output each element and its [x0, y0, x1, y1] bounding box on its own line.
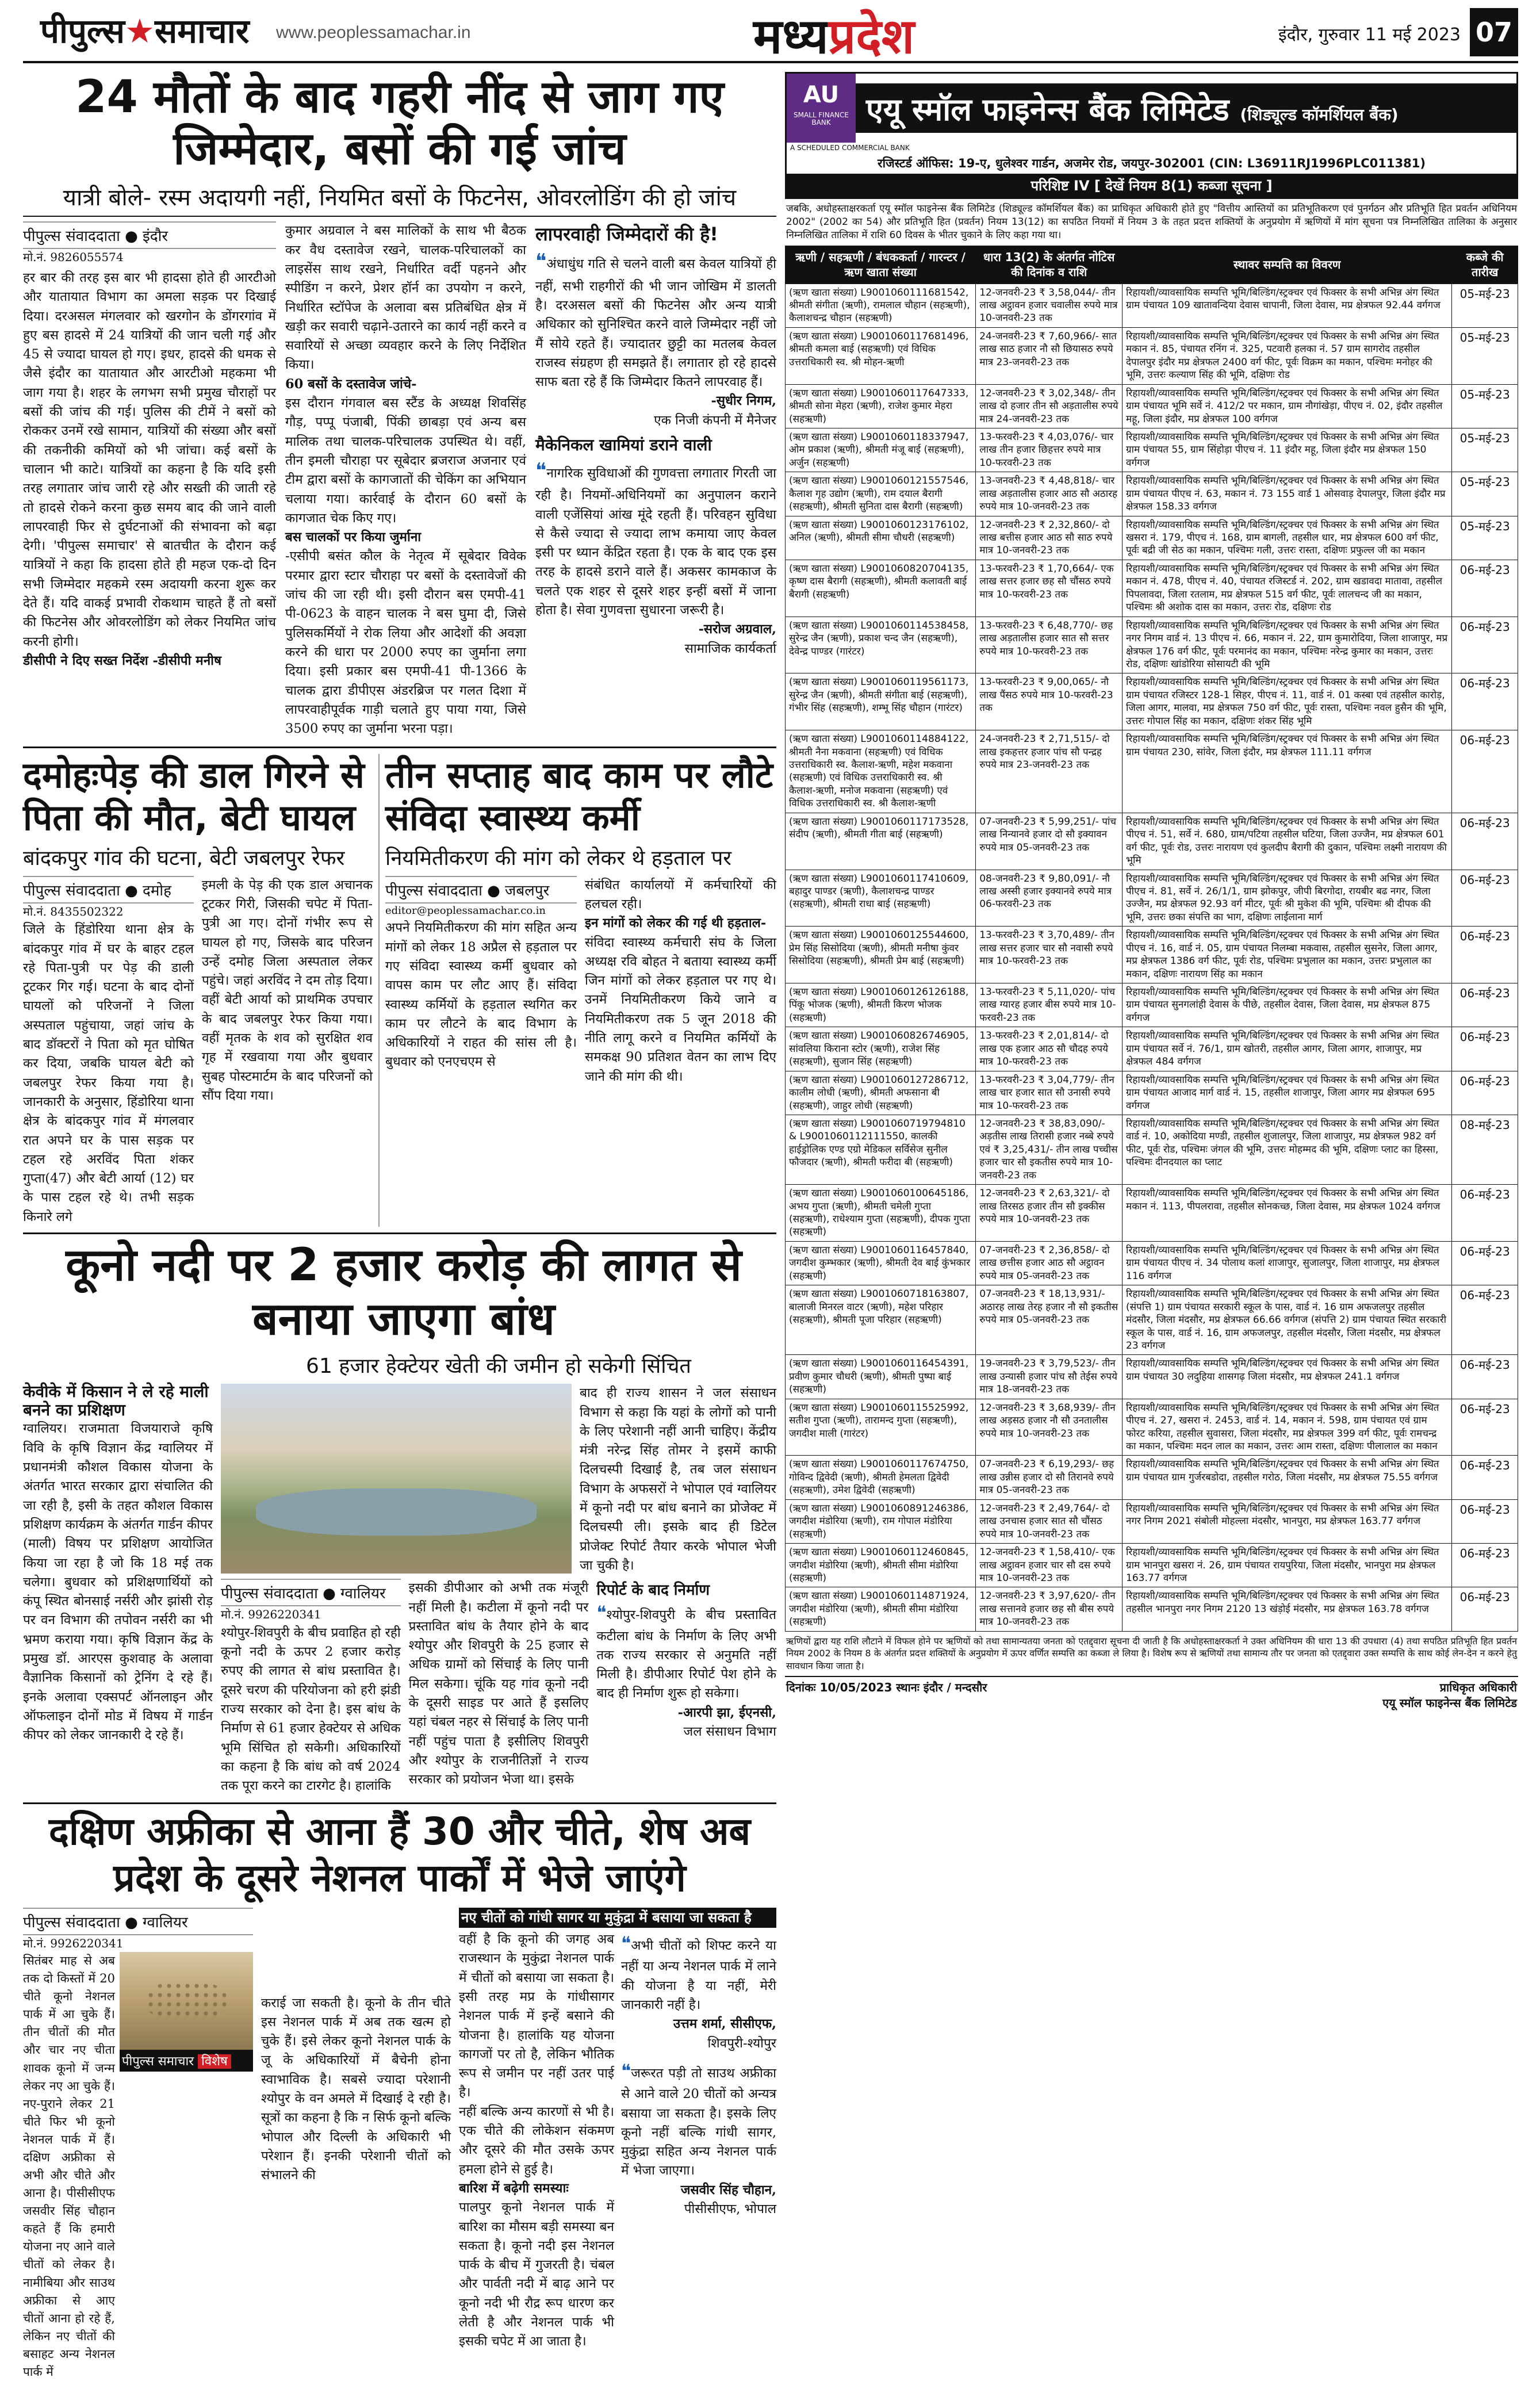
borrower-cell: (ऋण खाता संख्या) L9001060100645186, अभय गुप्ता (ऋणी), श्रीमती चमेली गुप्ता (सहऋणी), राधेश्याम गुप्ता (सहऋणी), दीपक गुप्ता (सहऋणी) [786, 1185, 976, 1242]
notice-amount-cell: 07-जनवरी-23 ₹ 5,99,251/- पांच लाख निन्यानवे हजार दो सौ इक्यावन रुपये मात्र 05-जनवरी-23 तक [976, 813, 1123, 870]
property-cell: रिहायशी/व्यावसायिक सम्पत्ति भूमि/बिल्डिंग/स्ट्रक्चर एवं फिक्सर के सभी अभिन्न अंग स्थित नगर निगम 2021 संबोली मोहल्ला मंदसौर, भानपुरा, मप्र क्षेत्रफल 163.77 वर्गगज [1123, 1499, 1452, 1543]
notice-table [785, 246, 1518, 1632]
quote-role: सामाजिक कार्यकर्ता [684, 641, 776, 656]
story-dam [23, 1232, 776, 1796]
borrower-cell: (ऋण खाता संख्या) L9001060119561173, सुरेन्द्र जैन (ऋणी), श्रीमती संगीता बाई (सहऋणी), गंभीर सिंह (सहऋणी), शम्भू सिंह चौहान (गारंटर) [786, 673, 976, 730]
notice-amount-cell: 08-जनवरी-23 ₹ 9,80,091/- नौ लाख अस्सी हजार इक्यानवे रुपये मात्र 06-फरवरी-23 तक [976, 870, 1123, 927]
notice-amount-cell: 12-जनवरी-23 ₹ 3,02,348/- तीन लाख दो हजार तीन सौ अड़तालीस रुपये मात्र 24-जनवरी-23 तक [976, 384, 1123, 428]
site-url[interactable]: www.peoplessamachar.in [276, 23, 471, 42]
quote-body: ❝अभी चीतों को शिफ्ट करने या नहीं या अन्य नेशनल पार्क में लाने की योजना है या नहीं, मेरी जानकारी नहीं है। [621, 1932, 776, 2013]
table-row [786, 1355, 1518, 1399]
story-body: जिले के हिंडोरिया थाना क्षेत्र के बांदकपुर गांव में घर के बाहर टहल रहे पिता-पुत्री पर पेड़ की डाली टूटकर गिर गई। घटना के बाद दोनों घायलों को परिजनों ने जिला अस्पताल पहुंचाया, जहां जांच के बाद डॉक्टरों ने पिता को मृत घोषित कर दिया, जबकि घायल बेटी को जबलपुर रेफर किया गया है। जानकारी के अनुसार, हिंडोरिया थाना क्षेत्र के बांदकपुर गांव में मंगलवार रात अपने घर के पास सड़क पर टहल रहे अरविंद पिता शंकर गुप्ता(47) और बेटी आर्या (12) घर के पास टहल रहे थे। तभी सड़क किनारे लगे [23, 922, 194, 1224]
possession-date-cell: 05-मई-23 [1452, 384, 1518, 428]
property-cell: रिहायशी/व्यावसायिक सम्पत्ति भूमि/बिल्डिंग/स्ट्रक्चर एवं फिक्सर के सभी अभिन्न अंग स्थित मकान नं. 478, पीएच नं. 40, पंचायत रजिस्टर्ड नं. 202, ग्राम खडावदा मातावा, तहसील पिपलावदा, जिला रतलाम, मप्र क्षेत्रफल 515 वर्ग फीट, पूर्वः लालचन्द जी का मकान, पश्चिमः श्री अशोक दास का मकान, उत्तरः रोड, दक्षिणः रोड [1123, 560, 1452, 617]
byline-mobile: मो.नं. 9926220341 [221, 1607, 321, 1622]
story-body: इमली के पेड़ की एक डाल अचानक टूटकर गिरी, जिसकी चपेट में पिता-पुत्री आ गए। दोनों गंभीर रूप से घायल हो गए, जिसके बाद परिजन उन्हें दमोह जिला अस्पताल लेकर पहुंचे। जहां अरविंद ने दम तोड़ दिया। वहीं बेटी आर्या को प्राथमिक उपचार के बाद जबलपुर रेफर किया गया। वहीं मृतक के शव को सुरक्षित शव गृह में रखवाया गया और बुधवार सुबह पोस्टमार्टम के बाद परिजनों को सौंप दिया गया। [202, 877, 373, 1103]
quote-icon: ❝ [621, 2060, 631, 2082]
story-body: इसकी डीपीआर को अभी तक मंजूरी नहीं मिली है। कटीला में कूनो नदी पर प्रस्तावित बांध के तैयार होने के बाद श्योपुर और शिवपुरी के 25 हजार से अधिक ग्रामों को सिंचाई के लिए पानी मिल सकेगा। चूंकि यह गांव कूनो नदी के दूसरी साइड पर आते हैं इसलिए यहां चंबल नहर से सिंचाई के लिए पानी नहीं पहुंच पाता है इसीलिए शिवपुरी और श्योपुर के राजनीतिज्ञों ने राज्य सरकार को प्रयोजन भेजा था। इसके [408, 1580, 589, 1787]
notice-footer: ऋणियों द्वारा यह राशि लौटाने में विफल होने पर ऋणियों को तथा सामान्यतया जनता को एतद्द्वारा सूचना दी जाती है कि अधोहस्ताक्षरकर्ता ने उक्त अधिनियम की धारा 13 की उपधारा (4) तथा सपठित प्रतिभूति हित प्रवर्तन नियम 2002 के नियम 8 के अंतर्गत प्रदत्त शक्तियों के अनुप्रयोग में ऊपर वर्णित सम्पत्ति का कब्जा ले लिया है। विशेष रूप से ऋणियों तथा सामान्य तौर पर जनता को एतद्द्वारा उक्त सम्पत्ति के साथ कोई लेन-देन न करने हेतु सावधान किया जाता है। [785, 1632, 1518, 1677]
borrower-cell: (ऋण खाता संख्या) L9001060116457840, जगदीश कुम्भकार (ऋणी), श्रीमती देव बाई कुंभकार (सहऋणी) [786, 1241, 976, 1285]
quote-body: ❝नागरिक सुविधाओं की गुणवत्ता लगातार गिरती जा रही है। नियमों-अधिनियमों का अनुपालन कराने वाली एजेंसियां आंख मूंदे रहती हैं। परिवहन सुविधा से कैसे ज्यादा से ज्यादा लाभ कमाया जाए केवल इसी पर ध्यान केंद्रित रहता है। एक के बाद एक इस तरह के हादसे डराने वाले हैं। अकसर कामकाज के चलते एक शहर से दूसरे शहर इन्हीं बसों में जाना होता है। सेवा गुणवत्ता सुधारना जरूरी है। [535, 459, 776, 618]
notice-amount-cell: 12-जनवरी-23 ₹ 2,49,764/- दो लाख उनचास हजार सात सौ चौंसठ रुपये मात्र 10-जनवरी-23 तक [976, 1499, 1123, 1543]
notice-amount-cell: 19-जनवरी-23 ₹ 3,79,523/- तीन लाख उन्यासी हजार पांच सौ तेईस रुपये मात्र 18-जनवरी-23 तक [976, 1355, 1123, 1399]
photo-water-shape [256, 1488, 537, 1536]
borrower-cell: (ऋण खाता संख्या) L9001060114884122, श्रीमती नैना मकवाना (सहऋणी) एवं विधिक उत्तराधिकारी स्व. कैलाश-ऋणी, महेश मकवाना (सहऋणी) एवं विधिक उत्तराधिकारी स्व. श्री कैलाश-ऋणी, मनोज मकवाना (सहऋणी) एवं विधिक उत्तराधिकारी स्व. श्री कैलाश-ऋणी [786, 730, 976, 813]
possession-date-cell: 06-मई-23 [1452, 1241, 1518, 1285]
notice-amount-cell: 12-जनवरी-23 ₹ 2,63,321/- दो लाख तिरसठ हजार तीन सौ इक्कीस रुपये मात्र 10-जनवरी-23 तक [976, 1185, 1123, 1242]
property-cell: रिहायशी/व्यावसायिक सम्पत्ति भूमि/बिल्डिंग/स्ट्रक्चर एवं फिक्सर के सभी अभिन्न अंग स्थित ग्राम पंचायत आजाद मार्ग वार्ड नं. 15, तहसील शाजापुर, जिला आगर मप्र क्षेत्रफल 695 वर्गगज [1123, 1071, 1452, 1115]
borrower-cell: (ऋण खाता संख्या) L9001060116454391, प्रवीण कुमार चौधरी (ऋणी), श्रीमती पुष्पा बाई (सहऋणी) [786, 1355, 976, 1399]
borrower-cell: (ऋण खाता संख्या) L9001060117410609, बहादुर पाण्डर (ऋणी), कैलाशचन्द्र पाण्डर (सहऋणी), श्रीमती राधा बाई (सहऋणी) [786, 870, 976, 927]
notice-amount-cell: 12-जनवरी-23 ₹ 3,97,620/- तीन लाख सत्तानवे हजार छह सौ बीस रुपये मात्र 10-जनवरी-23 तक [976, 1587, 1123, 1631]
story-subheading: रिपोर्ट के बाद निर्माण [596, 1582, 710, 1599]
notice-amount-cell: 13-फरवरी-23 ₹ 3,70,489/- तीन लाख सत्तर हजार चार सौ नवासी रुपये मात्र 10-फरवरी-23 तक [976, 927, 1123, 983]
property-cell: रिहायशी/व्यावसायिक सम्पत्ति भूमि/बिल्डिंग/स्ट्रक्चर एवं फिक्सर के सभी अभिन्न अंग स्थित खसरा नं. 179, पीएच नं. 168, ग्राम बागली, तहसील धार, मप्र क्षेत्रफल 600 वर्ग फीट, पूर्वः बद्री जी सेठ का मकान, पश्चिमः गली, उत्तरः रास्ता, दक्षिणः प्रफुल्ल जी का मकान [1123, 516, 1452, 560]
borrower-cell: (ऋण खाता संख्या) L9001060117173528, संदीप (ऋणी), श्रीमती गीता बाई (सहऋणी) [786, 813, 976, 870]
notice-amount-cell: 12-जनवरी-23 ₹ 38,83,090/- अड़तीस लाख तिरासी हजार नब्बे रुपये एवं ₹ 3,25,431/- तीन लाख पच्चीस हजार चार सौ इकतीस रुपये मात्र 10-जनवरी-23 तक [976, 1115, 1123, 1184]
table-row [786, 1456, 1518, 1499]
table-row [786, 1399, 1518, 1456]
borrower-cell: (ऋण खाता संख्या) L9001060111681542, श्रीमती संगीता (ऋणी), रामलाल चौहान (सहऋणी), कैलाशचन्द्र चौहान (सहऋणी) [786, 284, 976, 327]
story-body: इस दौरान गंगवाल बस स्टैंड के अध्यक्ष शिवसिंह गौड़, पप्पू पंजाबी, पिंकी छाबड़ा एवं अन्य बस मालिक तथा चालक-परिचालक उपस्थित थे। वहीं, तीन इमली चौराहा पर सूबेदार ब्रजराज अजनार एवं टीम द्वारा बसों के कागजातों की चेकिंग का अभियान चलाया गया। कार्रवाई के दौरान 60 बसों के कागजात चेक किए गए। [285, 396, 526, 526]
possession-date-cell: 05-मई-23 [1452, 327, 1518, 384]
story-subheading: बारिश में बढ़ेगी समस्याः [459, 2180, 569, 2196]
quote-author: -सुधीर निगम, [711, 393, 776, 409]
story-body: बाद ही राज्य शासन ने जल संसाधन विभाग से कहा कि यहां के लोगों को पानी के लिए परेशानी नहीं आनी चाहिए। केंद्रीय मंत्री नरेन्द्र सिंह तोमर ने इसमें काफी दिलचस्पी दिखाई है, तब जल संसाधन विभाग के अफसरों ने भोपाल एवं ग्वालियर में कूनो नदी पर बांध बनाने का प्रोजेक्ट में दिलचस्पी ली। इसके बाद ही डिटेल प्रोजेक्ट रिपोर्ट तैयार करके भोपाल भेजी जा चुकी है। [580, 1385, 776, 1573]
byline: पीपुल्स संवाददाता ● ग्वालियर [221, 1579, 401, 1606]
possession-date-cell: 06-मई-23 [1452, 1071, 1518, 1115]
possession-date-cell: 06-मई-23 [1452, 983, 1518, 1027]
notice-amount-cell: 13-फरवरी-23 ₹ 2,01,814/- दो लाख एक हजार आठ सौ चौदह रुपये मात्र 10-फरवरी-23 तक [976, 1027, 1123, 1071]
possession-date-cell: 06-मई-23 [1452, 1587, 1518, 1631]
table-row [786, 983, 1518, 1027]
property-cell: रिहायशी/व्यावसायिक सम्पत्ति भूमि/बिल्डिंग/स्ट्रक्चर एवं फिक्सर के सभी अभिन्न अंग स्थित पीएच नं. 51, सर्वे नं. 680, ग्राम/पटिया तहसील घटिया, जिला उज्जैन, मप्र क्षेत्रफल 601 वर्ग फीट, पूर्वः रोड, उत्तरः नारायण एवं कुलदीप बैरागी की दुकान, पश्चिमः लक्ष्मी नारायण की भूमि [1123, 813, 1452, 870]
story-body: कराई जा सकती है। कूनो के तीन चीते इस नेशनल पार्क में अब तक खत्म हो चुके हैं। इसे लेकर कूनो नेशनल पार्क के जू के अधिकारियों में बैचेनी होना स्वाभाविक है। सबसे ज्यादा परेशानी श्योपुर के वन अमले में दिखाई दे रही है। सूत्रों का कहना है कि न सिर्फ कूनो बल्कि भोपाल और दिल्ली के अधिकारी भी परेशान हैं। इनकी परेशानी चीतों को संभालने की [261, 1995, 451, 2183]
notice-amount-cell: 13-फरवरी-23 ₹ 3,04,779/- तीन लाख चार हजार सात सौ उनासी रुपये मात्र 10-फरवरी-23 तक [976, 1071, 1123, 1115]
table-row [786, 560, 1518, 617]
notice-amount-cell: 24-जनवरी-23 ₹ 2,71,515/- दो लाख इकहत्तर हजार पांच सौ पन्द्रह रुपये मात्र 23-जनवरी-23 तक [976, 730, 1123, 813]
possession-date-cell: 05-मई-23 [1452, 516, 1518, 560]
story-subhead: यात्री बोले- रस्म अदायगी नहीं, नियमित बसों के फिटनेस, ओवरलोडिंग की हो जांच [23, 181, 776, 217]
property-cell: रिहायशी/व्यावसायिक सम्पत्ति भूमि/बिल्डिंग/स्ट्रक्चर एवं फिक्सर के सभी अभिन्न अंग स्थित ग्राम पंचायत 109 खातावन्दिया देवास चापानी, जिला देवास, मप्र क्षेत्रफल 92.44 वर्गगज [1123, 284, 1452, 327]
quote-author: -आरपी झा, ईएनसी, [677, 1705, 776, 1720]
property-cell: रिहायशी/व्यावसायिक सम्पत्ति भूमि/बिल्डिंग/स्ट्रक्चर एवं फिक्सर के सभी अभिन्न अंग स्थित ग्राम पंचायत रजिस्टर 128-1 सिहर, पीएच नं. 11, वार्ड नं. 01 कस्बा एवं तहसील कारोड़, जिला आगर, मालवा, मप्र क्षेत्रफल 750 वर्ग फीट, पूर्वः रास्ता, पश्चिमः नवल हुसैन की भूमि, उत्तरः गोपाल सिंह का मकान, दक्षिणः शंकर सिंह भूमि [1123, 673, 1452, 730]
quote-author: उत्तम शर्मा, सीसीएफ, [673, 2016, 776, 2032]
property-cell: रिहायशी/व्यावसायिक सम्पत्ति भूमि/बिल्डिंग/स्ट्रक्चर एवं फिक्सर के सभी अभिन्न अंग स्थित पीएच नं. 16, वार्ड नं. 05, ग्राम पंचायत निलम्बा मकवास, तहसील सुसनेर, जिला आगर, मप्र क्षेत्रफल 1386 वर्ग फीट, पूर्वः रोड, पश्चिमः प्रभुलाल का मकान, उत्तरः प्रभुलाल का मकान, दक्षिणः नारायण सिंह का मकान [1123, 927, 1452, 983]
borrower-cell: (ऋण खाता संख्या) L9001060891246386, जगदीश मंडोरिया (ऋणी), राम गोपाल मंडोरिया (सहऋणी) [786, 1499, 976, 1543]
story-bus [23, 72, 776, 738]
newspaper-logo[interactable]: पीपुल्स★समाचार [40, 12, 250, 51]
table-row [786, 1115, 1518, 1184]
story-body: अपने नियमितीकरण की मांग सहित अन्य मांगों को लेकर 18 अप्रैल से हड़ताल पर गए संविदा स्वास्थ्य कर्मी बुधवार को वापस काम पर लौट आए हैं। संविदा स्वास्थ्य कर्मियों के हड़ताल स्थगित कर काम पर लौटने के बाद विभाग के अधिकारियों ने राहत की सांस ली है। बुधवार को एनएचएम से [385, 920, 577, 1070]
column-header: स्थावर सम्पत्ति का विवरण [1123, 246, 1452, 284]
quote-body: ❝अंधाधुंध गति से चलने वाली बस केवल यात्रियों ही नहीं, सभी राहगीरों की भी जान जोखिम में डालती है। दरअसल बसों की फिटनेस और अन्य यात्री अधिकार को सुनिश्चित करने वाले जिम्मेदार नहीं जो मैं सोये रहते हैं। ज्यादातर छुट्टी का मतलब केवल राजस्व संग्रहण ही समझते हैं। लगातार हो रहे हादसे साफ बता रहे हैं कि जिम्मेदार कितने लापरवाह हैं। [535, 250, 776, 390]
byline: पीपुल्स संवाददाता ● ग्वालियर [23, 1908, 253, 1935]
table-row [786, 870, 1518, 927]
possession-date-cell: 08-मई-23 [1452, 1115, 1518, 1184]
notice-amount-cell: 13-फरवरी-23 ₹ 9,00,065/- नौ लाख पैंसठ रुपये मात्र 10-फरवरी-23 तक [976, 673, 1123, 730]
bank-notice [785, 72, 1518, 2349]
story-damoh [23, 754, 380, 1227]
property-cell: रिहायशी/व्यावसायिक सम्पत्ति भूमि/बिल्डिंग/स्ट्रक्चर एवं फिक्सर के सभी अभिन्न अंग स्थित ग्राम भानपुरा खसरा नं. 26, ग्राम पंचायत रायपुरिया, जिला मंदसौर, भानपुरा मप्र क्षेत्रफल 163.77 वर्गगज [1123, 1544, 1452, 1587]
property-cell: रिहायशी/व्यावसायिक सम्पत्ति भूमि/बिल्डिंग/स्ट्रक्चर एवं फिक्सर के सभी अभिन्न अंग स्थित ग्राम पंचायत सर्वे नं. 76/1, ग्राम खोतरी, तहसील आगर, जिला आगर, शाजापुर, मप्र क्षेत्रफल 484 वर्गगज [1123, 1027, 1452, 1071]
borrower-cell: (ऋण खाता संख्या) L9001060115525992, सतीश गुप्ता (ऋणी), तारामन्द गुप्ता (सहऋणी), जगदीश माली (गारंटर) [786, 1399, 976, 1456]
story-cheetah [23, 1802, 776, 2381]
byline: पीपुल्स संवाददाता ● इंदौर [23, 221, 276, 249]
notice-amount-cell: 24-जनवरी-23 ₹ 7,60,966/- सात लाख साठ हजार नौ सौ छियासठ रुपये मात्र 23-जनवरी-23 तक [976, 327, 1123, 384]
table-row [786, 1285, 1518, 1355]
property-cell: रिहायशी/व्यावसायिक सम्पत्ति भूमि/बिल्डिंग/स्ट्रक्चर एवं फिक्सर के सभी अभिन्न अंग स्थित ग्राम पंचायत 230, सांवेर, जिला इंदौर, मप्र क्षेत्रफल 111.11 वर्गगज [1123, 730, 1452, 813]
story-body: -एसीपी बसंत कौल के नेतृत्व में सूबेदार विवेक परमार द्वारा स्टार चौराहा पर बसों के दस्तावेजों की जांच की जा रही थी। इसी दौरान बस एमपी-41 पी-0623 के वाहन चालक ने बस घुमा दी, जिसे पुलिसकर्मियों ने रोक लिया और आदेशों की अवज्ञा करने की धारा पर 2000 रुपए का जुर्माना लगा दिया। इसी प्रकार बस एमपी-41 पी-1366 के चालक द्वारा डीपीएस अंडरब्रिज पर गलत दिशा में लापरवाहीपूर्वक गाड़ी चलाते हुए पाया गया, जिसे 3500 रुपए का जुर्माना भरना पड़ा। [285, 549, 526, 737]
table-row [786, 730, 1518, 813]
possession-date-cell: 06-मई-23 [1452, 1027, 1518, 1071]
borrower-cell: (ऋण खाता संख्या) L9001060112460845, जगदीश मंडोरिया (ऋणी), श्रीमती सीमा मंडोरिया (सहऋणी) [786, 1544, 976, 1587]
section-title: मध्यप्रदेश [753, 8, 915, 64]
sidebar-quote-title: मैकेनिकल खामियां डराने वाली [535, 435, 712, 455]
bank-tagline: A SCHEDULED COMMERCIAL BANK [790, 144, 910, 152]
possession-date-cell: 06-मई-23 [1452, 870, 1518, 927]
story-subheading: 60 बसों के दस्तावेज जांचे- [285, 376, 417, 392]
possession-date-cell: 06-मई-23 [1452, 730, 1518, 813]
quote-role: एक निजी कंपनी में मैनेजर [654, 412, 776, 428]
borrower-cell: (ऋण खाता संख्या) L9001060114871924, जगदीश मंडोरिया (ऋणी), श्रीमती सीमा मंडोरिया (सहऋणी) [786, 1587, 976, 1631]
possession-date-cell: 06-मई-23 [1452, 560, 1518, 617]
possession-date-cell: 05-मई-23 [1452, 472, 1518, 516]
table-row [786, 1071, 1518, 1115]
property-cell: रिहायशी/व्यावसायिक सम्पत्ति भूमि/बिल्डिंग/स्ट्रक्चर एवं फिक्सर के सभी अभिन्न अंग स्थित ग्राम पंचायत 55, ग्राम सिंहोड़ा पीएच नं. 11 इंदौर महू, जिला इंदौर मप्र क्षेत्रफल 150 वर्गगज [1123, 428, 1452, 472]
side-story [23, 1383, 213, 1796]
bank-name: एयू स्मॉल फाइनेन्स बैंक लिमिटेड (शिड्यूल्ड कॉमर्शियल बैंक) [856, 83, 1516, 133]
appendix-title: परिशिष्ट IV [ देखें नियम 8(1) कब्जा सूचना ] [787, 174, 1516, 197]
property-cell: रिहायशी/व्यावसायिक सम्पत्ति भूमि/बिल्डिंग/स्ट्रक्चर एवं फिक्सर के सभी अभिन्न अंग स्थित ग्राम पंचायत पीएच नं. 63, मकान नं. 73 155 वार्ड 1 ओसवाड़ देपालपुर, जिला इंदौर मप्र क्षेत्रफल 158.33 वर्गगज [1123, 472, 1452, 516]
column-header: धारा 13(2) के अंतर्गत नोटिस की दिनांक व राशि [976, 246, 1123, 284]
property-cell: रिहायशी/व्यावसायिक सम्पत्ति भूमि/बिल्डिंग/स्ट्रक्चर एवं फिक्सर के सभी अभिन्न अंग स्थित ग्राम पंचायत सुनगलांही देवास के पीछे, तहसील देवास, जिला देवास, मप्र क्षेत्रफल 875 वर्गगज [1123, 983, 1452, 1027]
table-row [786, 327, 1518, 384]
borrower-cell: (ऋण खाता संख्या) L9001060719794810 & L9001060112111550, कालकी हाईड्रोलिक एण्ड एग्रो मेडिकल सर्विसेज सुनील फौजदार (ऋणी), श्रीमती फरीदा बी (सहऋणी) [786, 1115, 976, 1184]
quote-role: पीसीसीएफ, भोपाल [684, 2202, 776, 2217]
borrower-cell: (ऋण खाता संख्या) L9001060125544600, प्रेम सिंह सिसोदिया (ऋणी), श्रीमती मनीषा कुंवर सिसोदिया (सहऋणी), श्रीमती प्रेम बाई (सहऋणी) [786, 927, 976, 983]
notice-amount-cell: 12-जनवरी-23 ₹ 2,32,860/- दो लाख बत्तीस हजार आठ सौ साठ रुपये मात्र 10-जनवरी-23 तक [976, 516, 1123, 560]
borrower-cell: (ऋण खाता संख्या) L9001060123176102, अनिल (ऋणी), श्रीमती सीमा चौधरी (सहऋणी) [786, 516, 976, 560]
borrower-cell: (ऋण खाता संख्या) L9001060118337947, ओम प्रकाश (ऋणी), श्रीमती मंजू बाई (सहऋणी), अर्जुन (सहऋणी) [786, 428, 976, 472]
table-row [786, 927, 1518, 983]
table-row [786, 284, 1518, 327]
quote-icon: ❝ [596, 1602, 607, 1624]
property-cell: रिहायशी/व्यावसायिक सम्पत्ति भूमि/बिल्डिंग/स्ट्रक्चर एवं फिक्सर के सभी अभिन्न अंग स्थित ग्राम पंचायत 30 लदुहिया शासगढ़ जिला मंदसौर, मप्र क्षेत्रफल 241.1 वर्गगज [1123, 1355, 1452, 1399]
story-row [23, 747, 776, 1227]
story-body: वहीं है कि कूनो की जगह अब राजस्थान के मुकुंद्रा नेशनल पार्क में चीतों को बसाया जा सकता है। इसी तरह मप्र के गांधीसागर नेशनल पार्क में इन्हें बसाने की योजना है। हालांकि यह योजना कागजों पर तो है, लेकिन भौतिक रूप से जमीन पर नहीं उतर पाई है। [459, 1932, 614, 2100]
possession-date-cell: 06-मई-23 [1452, 1185, 1518, 1242]
possession-date-cell: 06-मई-23 [1452, 617, 1518, 673]
borrower-cell: (ऋण खाता संख्या) L9001060117681496, श्रीमती कमला बाई (सहऋणी) एवं विधिक उत्तराधिकारी स्व. श्री मोहन-ऋणी [786, 327, 976, 384]
possession-date-cell: 06-मई-23 [1452, 1399, 1518, 1456]
byline-mobile: मो.नं. 8435502322 [23, 904, 124, 918]
dateline: इंदौर, गुरुवार 11 मई 2023 [1278, 25, 1461, 45]
table-row [786, 1185, 1518, 1242]
byline-mobile: मो.नं. 9826055574 [23, 250, 124, 265]
quote-icon: ❝ [535, 250, 547, 274]
special-badge: पीपुल्स समाचार विशेष [120, 2050, 253, 2072]
notice-amount-cell: 07-जनवरी-23 ₹ 6,19,293/- छह लाख उन्नीस हजार दो सौ तिरानवे रुपये मात्र 05-जनवरी-23 तक [976, 1456, 1123, 1499]
possession-date-cell: 06-मई-23 [1452, 1355, 1518, 1399]
side-headline[interactable]: केवीके में किसान ने ले रहे माली बनने का प्रशिक्षण [23, 1382, 209, 1420]
property-cell: रिहायशी/व्यावसायिक सम्पत्ति भूमि/बिल्डिंग/स्ट्रक्चर एवं फिक्सर के सभी अभिन्न अंग स्थित पीएच नं. 27, खसरा नं. 2453, वार्ड नं. 14, मकान नं. 598, ग्राम पंचायत एवं ग्राम फोरट करिया, तहसील सुवासरा, जिला मंदसौर, मप्र क्षेत्रफल 399 वर्ग फीट, पूर्वः रामचन्द्र का मकान, पश्चिमः मदन लाल का मकान, उत्तरः आम रास्ता, दक्षिणः पीलालाल का मकान [1123, 1399, 1452, 1456]
quote-author: -सरोज अग्रवाल, [698, 622, 776, 637]
borrower-cell: (ऋण खाता संख्या) L9001060127286712, कालीम लोधी (ऋणी), श्रीमती अफसाना बी (सहऋणी), जाहुर लोधी (सहऋणी) [786, 1071, 976, 1115]
story-subheading: बस चालकों पर किया जुर्माना [285, 530, 422, 545]
signatory-title: प्राधिकृत अधिकारी [1439, 1680, 1517, 1694]
table-row [786, 1587, 1518, 1631]
borrower-cell: (ऋण खाता संख्या) L9001060820704135, कृष्ण दास बैरागी (सहऋणी), श्रीमती कलावती बाई बैरागी (सहऋणी) [786, 560, 976, 617]
sidebar-quote-title: लापरवाही जिम्मेदारों की है! [535, 223, 718, 246]
signatory-bank: एयू स्मॉल फाइनेन्स बैंक लिमिटेड [1382, 1695, 1517, 1710]
byline-email[interactable]: editor@peoplessamachar.co.in [385, 904, 546, 917]
property-cell: रिहायशी/व्यावसायिक सम्पत्ति भूमि/बिल्डिंग/स्ट्रक्चर एवं फिक्सर के सभी अभिन्न अंग स्थित मकान नं. 113, पीपलरावा, तहसील सोनकच्छ, जिला देवास, मप्र क्षेत्रफल 1024 वर्गगज [1123, 1185, 1452, 1242]
box-title: नए चीतों को गांधी सागर या मुकुंद्रा में बसाया जा सकता है [459, 1908, 776, 1928]
story-body: श्योपुर-शिवपुरी के बीच प्रवाहित हो रही कूनो नदी के ऊपर 2 हजार करोड़ रुपए की लागत से बांध प्रस्तावित है। दूसरे चरण की परियोजना को हरी झंडी राज्य सरकार को देना है। इस बांध के निर्माण से 61 हजार हेक्टेयर से अधिक भूमि सिंचित हो सकेगी। अधिकारियों का कहना है कि बांध को वर्ष 2024 तक पूरा करने का टारगेट है। हालांकि [221, 1625, 401, 1794]
quote-body: ❝श्योपुर-शिवपुरी के बीच प्रस्तावित कटीला बांध के निर्माण के लिए अभी तक राज्य सरकार से अनुमति नहीं मिली है। डीपीआर रिपोर्ट पेश होने के बाद ही निर्माण शुरू हो सकेगा। [596, 1602, 776, 1701]
notice-table-body [786, 284, 1518, 1631]
quote-icon: ❝ [621, 1932, 631, 1955]
notice-amount-cell: 12-जनवरी-23 ₹ 3,58,044/- तीन लाख अट्ठावन हजार चवालीस रुपये मात्र 10-जनवरी-23 तक [976, 284, 1123, 327]
quote-role: जल संसाधन विभाग [683, 1724, 776, 1740]
table-row [786, 1544, 1518, 1587]
possession-date-cell: 06-मई-23 [1452, 1544, 1518, 1587]
property-cell: रिहायशी/व्यावसायिक सम्पत्ति भूमि/बिल्डिंग/स्ट्रक्चर एवं फिक्सर के सभी अभिन्न अंग स्थित ग्राम पंचायत भूमि सर्वे नं. 412/2 पर मकान, ग्राम नौगांखेड़ा, पीएच नं. 02, इंदौर तहसील महू, जिला इंदौर, मप्र क्षेत्रफल 100 वर्गगज [1123, 384, 1452, 428]
story-body: नहीं बल्कि अन्य कारणों से भी है। एक चीते की लोकेशन संकमण और दूसरे की मौत उसके ऊपर हमला होने से हुई है। [459, 2104, 614, 2177]
table-row [786, 516, 1518, 560]
notice-amount-cell: 13-फरवरी-23 ₹ 5,11,020/- पांच लाख ग्यारह हजार बीस रुपये मात्र 10-फरवरी-23 तक [976, 983, 1123, 1027]
borrower-cell: (ऋण खाता संख्या) L9001060117647333, श्रीमती सोना मेहरा (ऋणी), राजेश कुमार मेहरा (सहऋणी) [786, 384, 976, 428]
notice-amount-cell: 13-जनवरी-23 ₹ 4,48,818/- चार लाख अड़तालीस हजार आठ सौ अठारह रुपये मात्र 10-जनवरी-23 तक [976, 472, 1123, 516]
bank-logo: AU SMALL FINANCE BANK [787, 74, 856, 143]
registered-office: रजिस्टर्ड ऑफिस: 19-ए, धुलेश्वर गार्डन, अजमेर रोड, जयपुर-302001 (CIN: L36911RJ1996PLC011381) [878, 156, 1426, 170]
notice-header [785, 72, 1518, 199]
notice-table-header [786, 246, 1518, 284]
property-cell: रिहायशी/व्यावसायिक सम्पत्ति भूमि/बिल्डिंग/स्ट्रक्चर एवं फिक्सर के सभी अभिन्न अंग स्थित नगर निगम वार्ड नं. 13 पीएच नं. 66, मकान नं. 22, ग्राम कुमारोदिया, जिला शाजापुर, मप्र क्षेत्रफल 176 वर्ग फीट, पूर्वः परमानंद का मकान, पश्चिमः नरेन्द्र कुमार का मकान, उत्तरः रोड, दक्षिणः खांडोरिया सोसायटी की भूमि [1123, 617, 1452, 673]
news-column [23, 72, 776, 2381]
property-cell: रिहायशी/व्यावसायिक सम्पत्ति भूमि/बिल्डिंग/स्ट्रक्चर एवं फिक्सर के सभी अभिन्न अंग स्थित पीएच नं. 81, सर्वे नं. 26/1/1, ग्राम झोकपुर, जीपी बिरगोदा, रायबीर बढ नगर, जिला उज्जैन, मप्र क्षेत्रफल 92.93 वर्ग मीटर, पूर्वः श्री मुकेश की भूमि, पश्चिमः श्री दीपक की भूमि, उत्तरः छका संपत्ति का भाग, दक्षिणः लाईलाना मार्ग [1123, 870, 1452, 927]
borrower-cell: (ऋण खाता संख्या) L9001060826746905, सांवलिया किराना स्टोर (ऋणी), राजेश सिंह (सहऋणी), सुजान सिंह (सहऋणी) [786, 1027, 976, 1071]
table-row [786, 1027, 1518, 1071]
story-body: हर बार की तरह इस बार भी हादसा होते ही आरटीओ और यातायात विभाग का अमला सड़क पर दिखाई दिया। दरअसल मंगलवार को खरगोन के डोंगरगांव में हुए बस हादसे में 24 यात्रियों की जान चली गई और 45 से ज्यादा घायल हो गए। इधर, हादसे की धमक से जैसे इंदौर का यातायात और आरटीओ महकमा भी जाग गया है। शहर के लगभग सभी प्रमुख चौराहों पर बसों की जांच की गई। पुलिस की टीमें ने बसों को रोककर उनमें रखे सामान, यात्रियों की संख्या और बसों की तकनीकी कमियों को भी जांचा। कई बसों के चालान भी काटे। यात्रियों का कहना है कि यदि इसी तरह लगातार जांच जारी रहे और सख्ती की जाती रहे तो हादसे रोकने करना कुछ समय बाद की जाने वाली लापरवाही फिर से दुर्घटनाओं की संभावना को बढ़ा देगी। 'पीपुल्स समाचार' से बातचीत के दौरान कई यात्रियों ने कहा कि हादसा होते ही महज एक-दो दिन सभी जिम्मेदार महकमे रस्म अदायगी करना शुरू कर देते हैं। यदि वाकई प्रभावी रोकथाम चाहते हैं तो बसों की फिटनेस और ओवरलोडिंग को लेकर नियमित जांच करनी होगी। [23, 270, 276, 649]
quote-body: ❝जरूरत पड़ी तो साउथ अफ्रीका से आने वाले 20 चीतों को अन्यत्र बसाया जा सकता है। इसके लिए कूनो नहीं बल्कि गांधी सागर, मुकुंद्रा सहित अन्य नेशनल पार्क में भेजा जाएगा। [621, 2060, 776, 2179]
borrower-cell: (ऋण खाता संख्या) L9001060121557546, कैलाश गृह उद्योग (ऋणी), राम दयाल बैरागी (सहऋणी), श्रीमती सुनिता दास बैरागी (सहऋणी) [786, 472, 976, 516]
logo-star-icon: ★ [124, 12, 155, 51]
possession-date-cell: 06-मई-23 [1452, 1285, 1518, 1355]
table-row [786, 428, 1518, 472]
quote-icon: ❝ [535, 459, 547, 483]
borrower-cell: (ऋण खाता संख्या) L9001060126126188, पिंकू भोजक (ऋणी), श्रीमती किरण भोजक (सहऋणी) [786, 983, 976, 1027]
story-headline[interactable]: दक्षिण अफ्रीका से आना हैं 30 और चीते, शेष अब प्रदेश के दूसरे नेशनल पार्कों में भेजे जाएंगे [48, 1809, 751, 1900]
possession-date-cell: 05-मई-23 [1452, 284, 1518, 327]
story-body: पालपुर कूनो नेशनल पार्क में बारिश का मौसम बड़ी समस्या बन सकता है। कूनो नदी इस नेशनल पार्क के बीच में गुजरती है। चंबल और पार्वती नदी में बाढ़ आने पर कूनो नदी भी रौद्र रूप धारण कर लेती है और नेशनल पार्क भी इसकी चपेट में आ जाता है। [459, 2200, 614, 2349]
notice-amount-cell: 07-जनवरी-23 ₹ 2,36,858/- दो लाख छत्तीस हजार आठ सौ अट्ठावन रुपये मात्र 05-जनवरी-23 तक [976, 1241, 1123, 1285]
column-header: कब्जे की तारीख [1452, 246, 1518, 284]
borrower-cell: (ऋण खाता संख्या) L9001060117674750, गोविन्द द्विवेदी (ऋणी), श्रीमती हेमलता द्विवेदी (सहऋणी), उमेश द्विवेदी (सहऋणी) [786, 1456, 976, 1499]
notice-amount-cell: 13-फरवरी-23 ₹ 4,03,076/- चार लाख तीन हजार छिहत्तर रुपये मात्र 10-फरवरी-23 तक [976, 428, 1123, 472]
story-body: संविदा स्वास्थ्य कर्मचारी संघ के जिला अध्यक्ष रवि बोहत ने बताया स्वास्थ्य कर्मी जिन मांगों को लेकर हड़ताल पर गए थे। उनमें नियमितीकरण किये जाने व नियमितीकरण तक 5 जून 2018 की नीति लागू करने व नियमित कर्मियों के समकक्ष 90 प्रतिशत वेतन का लाभ दिए जाने की मांग की थी। [585, 935, 776, 1084]
possession-date-cell: 06-मई-23 [1452, 927, 1518, 983]
possession-date-cell: 06-मई-23 [1452, 1456, 1518, 1499]
notice-amount-cell: 07-जनवरी-23 ₹ 18,13,931/- अठारह लाख तेरह हजार नौ सौ इकतीस रुपये मात्र 05-जनवरी-23 तक [976, 1285, 1123, 1355]
table-row [786, 673, 1518, 730]
property-cell: रिहायशी/व्यावसायिक सम्पत्ति भूमि/बिल्डिंग/स्ट्रक्चर एवं फिक्सर के सभी अभिन्न अंग स्थित तहसील भानपुरा नगर निगम 2120 13 खंड़ोई मंदसौर, मप्र क्षेत्रफल 163.78 वर्गगज [1123, 1587, 1452, 1631]
notice-amount-cell: 13-फरवरी-23 ₹ 1,70,664/- एक लाख सत्तर हजार छह सौ चौंसठ रुपये मात्र 10-फरवरी-23 तक [976, 560, 1123, 617]
story-subhead: बांदकपुर गांव की घटना, बेटी जबलपुर रेफर [23, 846, 345, 870]
borrower-cell: (ऋण खाता संख्या) L9001060114538458, सुरेन्द्र जैन (ऋणी), प्रकाश चन्द जैन (सहऋणी), देवेन्द्र पाण्डर (गारंटर) [786, 617, 976, 673]
story-subheading: इन मांगों को लेकर की गई थी हड़ताल- [585, 916, 767, 931]
table-row [786, 1241, 1518, 1285]
possession-date-cell: 06-मई-23 [1452, 673, 1518, 730]
river-photo [221, 1384, 572, 1574]
story-body: कुमार अग्रवाल ने बस मालिकों के साथ भी बैठक कर वैध दस्तावेज रखने, चालक-परिचालकों का लाइसेंस साथ रखने, निर्धारित वर्दी पहनने और स्पीडिंग न करने, प्रेशर हॉर्न का उपयोग न करने, निर्धारित स्टॉपेज के अलावा बस प्रतिबंधित क्षेत्र में खड़ी कर सवारी चढ़ाने-उतारने का कार्य नहीं करने व सवारियों से अच्छा व्यवहार करने के लिए निर्देशित किया। [285, 223, 526, 373]
notice-amount-cell: 13-फरवरी-23 ₹ 6,48,770/- छह लाख अड़तालीस हजार सात सौ सत्तर रुपये मात्र 10-फरवरी-23 तक [976, 617, 1123, 673]
table-row [786, 617, 1518, 673]
table-row [786, 1499, 1518, 1543]
masthead [23, 0, 1518, 63]
story-headline[interactable]: तीन सप्ताह बाद काम पर लौटे संविदा स्वास्थ्य कर्मी [385, 754, 773, 839]
borrower-cell: (ऋण खाता संख्या) L9001060718163807, बालाजी मिनरल वाटर (ऋणी), महेश परिहार (सहऋणी), श्रीमती पूजा परिहार (सहऋणी) [786, 1285, 976, 1355]
property-cell: रिहायशी/व्यावसायिक सम्पत्ति भूमि/बिल्डिंग/स्ट्रक्चर एवं फिक्सर के सभी अभिन्न अंग स्थित मकान नं. 85, पंचायत रनिंग नं. 325, पटवारी हलका नं. 57 ग्राम सागरोद तहसील देपालपुर इंदौर मप्र क्षेत्रफल 2400 वर्ग फीट, पूर्वः विक्रम का मकान, पश्चिमः मनोहर की भूमि, उत्तरः कल्याण सिंह की भूमि, दक्षिणः रोड [1123, 327, 1452, 384]
property-cell: रिहायशी/व्यावसायिक सम्पत्ति भूमि/बिल्डिंग/स्ट्रक्चर एवं फिक्सर के सभी अभिन्न अंग स्थित वार्ड नं. 10, अकोदिया मण्डी, तहसील शुजालपुर, जिला शाजापुर, मप्र क्षेत्रफल 982 वर्ग फीट, पूर्वः रोड, पश्चिमः जंगल की भूमि, उत्तरः मोहम्मद की भूमि, दक्षिणः प्लाट का हिस्सा, पश्चिमः दीनदयाल का प्लाट [1123, 1115, 1452, 1184]
story-subhead: नियमितीकरण की मांग को लेकर थे हड़ताल पर [385, 846, 732, 870]
notice-intro: जबकि, अधोहस्ताक्षरकर्ता एयू स्मॉल फाइनेन्स बैंक लिमिटेड (शिड्यूल्ड कॉमर्शियल बैंक) का प्राधिकृत अधिकारी होते हुए "वित्तीय आस्तियों का प्रतिभूतिकरण एवं पुनर्गठन और प्रतिभूति हित प्रवर्तन अधिनियम 2002" (2002 का 54) और प्रतिभूति हित (प्रवर्तन) नियम 13(12) का सपठित नियमों में नियम 3 के तहत प्रदत्त शक्तियों के अनुप्रयोग में ऋणियों में मांग सूचना पत्र निम्नलिखित तालिका के अनुसार निम्नलिखित तालिका में राशि 60 दिवस के भीतर चुकाने के लिए कहा गया था। [786, 203, 1517, 241]
quote-role: शिवपुरी-श्योपुर [707, 2035, 776, 2051]
column-header: ऋणी / सहऋणी / बंधककर्ता / गारन्टर / ऋण खाता संख्या [786, 246, 976, 284]
story-body: सितंबर माह से अब तक दो किस्तों में 20 चीते कूनो नेशनल पार्क में आ चुके हैं। तीन चीतों की मौत और चार नए चीता शावक कूनो में जन्म लेकर नए आ चुके हैं। नए-पुराने लेकर 21 चीते फिर भी कूनो नेशनल पार्क में हैं। दक्षिण अफ्रीका से अभी और चीते और आना है। पीसीसीएफ जसवीर सिंह चौहान कहते हैं कि हमारी योजना नए आने वाले चीतों को लेकर है। नामीबिया और साउथ अफ्रीका से आए चीतों आना हो रहे हैं, लेकिन नए चीतों की बसाहट अन्य नेशनल पार्क में [23, 1954, 115, 2379]
story-headline[interactable]: दमोहःपेड़ की डाल गिरने से पिता की मौत, बेटी घायल [23, 754, 365, 839]
byline-mobile: मो.नं. 9926220341 [23, 1936, 124, 1950]
story-body: संबंधित कार्यालयों में कर्मचारियों की हलचल रही। [585, 877, 776, 912]
page-number: 07 [1470, 8, 1518, 56]
property-cell: रिहायशी/व्यावसायिक सम्पत्ति भूमि/बिल्डिंग/स्ट्रक्चर एवं फिक्सर के सभी अभिन्न अंग स्थित (संपत्ति 1) ग्राम पंचायत सरकारी स्कूल के पास, वार्ड नं. 16 ग्राम अफजलपुर तहसील मंदसौर, जिला मंदसौर, मप्र क्षेत्रफल 66.66 वर्गगज (संपत्ति 2) ग्राम पंचायत स्थित सरकारी स्कूल के पास, वार्ड नं. 16, ग्राम अफजलपुर, तहसील मंदसौर, जिला मंदसौर, मप्र क्षेत्रफल 23 वर्गगज [1123, 1285, 1452, 1355]
property-cell: रिहायशी/व्यावसायिक सम्पत्ति भूमि/बिल्डिंग/स्ट्रक्चर एवं फिक्सर के सभी अभिन्न अंग स्थित ग्राम पंचायत ग्राम गुर्जरबडोदा, तहसील गरोठ, जिला मंदसौर, मप्र क्षेत्रफल 75.55 वर्गगज [1123, 1456, 1452, 1499]
notice-amount-cell: 12-जनवरी-23 ₹ 1,58,410/- एक लाख अट्ठावन हजार चार सौ दस रुपये मात्र 10-जनवरी-23 तक [976, 1544, 1123, 1587]
story-headline[interactable]: 24 मौतों के बाद गहरी नींद से जाग गए जिम्मेदार, बसों की गई जांच [75, 71, 724, 175]
byline: पीपुल्स संवाददाता ● जबलपुर [385, 876, 577, 904]
property-cell: रिहायशी/व्यावसायिक सम्पत्ति भूमि/बिल्डिंग/स्ट्रक्चर एवं फिक्सर के सभी अभिन्न अंग स्थित ग्राम पंचायत पीएच नं. 34 पोलाथ कलां शाजापुर, सुजालपुर, जिला शाजापुर, मप्र क्षेत्रफल 116 वर्गगज [1123, 1241, 1452, 1285]
table-row [786, 472, 1518, 516]
possession-date-cell: 06-मई-23 [1452, 1499, 1518, 1543]
story-headline[interactable]: कूनो नदी पर 2 हजार करोड़ की लागत से बनाया जाएगा बांध [66, 1239, 742, 1345]
table-row [786, 384, 1518, 428]
byline: पीपुल्स संवाददाता ● दमोह [23, 876, 194, 904]
possession-date-cell: 05-मई-23 [1452, 428, 1518, 472]
cheetah-photo [120, 1952, 253, 2050]
notice-place-date: दिनांकः 10/05/2023 स्थानः इंदौर / मन्दसौर [786, 1680, 987, 1694]
quote-author: जसवीर सिंह चौहान, [680, 2182, 776, 2198]
notice-amount-cell: 12-जनवरी-23 ₹ 3,68,939/- तीन लाख अड़सठ हजार नौ सौ उनतालीस रुपये मात्र 10-जनवरी-23 तक [976, 1399, 1123, 1456]
story-subheading: डीसीपी ने दिए सख्त निर्देश -डीसीपी मनीष [23, 653, 222, 668]
possession-date-cell: 06-मई-23 [1452, 813, 1518, 870]
table-row [786, 813, 1518, 870]
side-body: ग्वालियर। राजमाता विजयाराजे कृषि विवि के कृषि विज्ञान केंद्र ग्वालियर में प्रधानमंत्री कौशल विकास योजना के अंतर्गत भारत सरकार द्वारा संचालित की जा रही है, इसी के तहत कौशल विकास प्रशिक्षण कार्यक्रम के अंतर्गत गार्डन कीपर (माली) विषय पर प्रशिक्षण आयोजित किया जा रहा है जो कि 18 मई तक चलेगा। बुधवार को प्रशिक्षणार्थियों को कंपू स्थित बोनसाई नर्सरी और झांसी रोड़ पर वन विभाग की तपोवन नर्सरी का भी भ्रमण कराया गया। कृषि विज्ञान केंद्र के प्रमुख डॉ. आरएस कुशवाह के अलावा वैज्ञानिक किसानों को ट्रेनिंग दे रहे हैं। इनके अलावा एक्सपर्ट ऑनलाइन और ऑफलाइन दोनों मोड में विषय में गार्डन कीपर को लेकर जानकारी दे रहे हैं। [23, 1421, 213, 1743]
story-subhead: 61 हजार हेक्टेयर खेती की जमीन हो सकेगी सिंचित [306, 1354, 691, 1379]
story-health [385, 754, 776, 1227]
